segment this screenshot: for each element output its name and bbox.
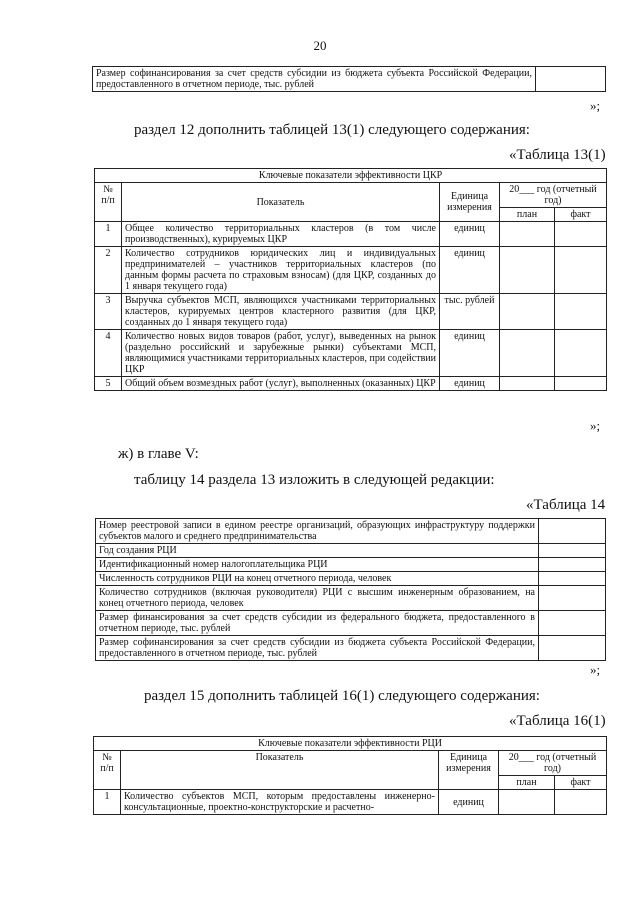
header-plan: план [500,208,555,222]
row-label: Размер софинансирования за счет средств субсидии из бюджета субъекта Российской Федерации, предоставленного в отчетном периоде, тыс. рублей [96,636,539,661]
header-indicator: Показатель [122,183,440,222]
row-value [539,636,606,661]
row-indicator: Количество сотрудников юридических лиц и индивидуальных предпринимателей – участников территориальных кластеров (по данным формы расчета по страховым взносам) (для ЦКР, созданных до 1 января текущего года) [122,247,440,294]
row-num: 1 [94,790,121,815]
header-year: 20___ год (отчетный год) [499,751,607,776]
closing-quote: »; [590,418,601,433]
row-unit: единиц [440,377,500,391]
row-label: Номер реестровой записи в едином реестре организаций, образующих инфраструктуру поддержки субъектов малого и среднего предпринимательства [96,519,539,544]
paragraph-zh: ж) в главе V: [118,446,199,462]
table-row [94,790,607,815]
table-row [96,544,606,558]
top-table-text: Размер софинансирования за счет средств субсидии из бюджета субъекта Российской Федерации, предоставленного в отчетном периоде, тыс. рублей [93,67,536,92]
header-plan: план [499,776,555,790]
header-indicator: Показатель [121,751,439,790]
row-label: Размер финансирования за счет средств субсидии из федерального бюджета, предоставленного в отчетном периоде, тыс. рублей [96,611,539,636]
top-table-value-cell [536,67,606,92]
row-num: 2 [95,247,122,294]
row-fact [555,222,607,247]
row-fact [555,330,607,377]
header-unit: Единица измерения [440,183,500,222]
row-value [539,544,606,558]
table-row [95,247,607,294]
table-row [95,330,607,377]
row-unit: единиц [440,247,500,294]
closing-quote: »; [590,662,601,677]
header-num: № п/п [94,751,121,790]
table-caption: Ключевые показатели эффективности РЦИ [94,737,607,751]
table-row [96,611,606,636]
table-row [95,377,607,391]
row-num: 3 [95,294,122,330]
table-row [96,519,606,544]
paragraph-section-15: раздел 15 дополнить таблицей 16(1) следующего содержания: [144,688,540,704]
row-label: Численность сотрудников РЦИ на конец отчетного периода, человек [96,572,539,586]
header-fact: факт [555,208,607,222]
header-num: № п/п [95,183,122,222]
row-value [539,558,606,572]
row-indicator: Количество новых видов товаров (работ, услуг), выведенных на рынок (раздельно российский и зарубежные рынки) субъектами МСП, являющимися участниками территориальных кластеров, при содействии ЦКР [122,330,440,377]
table-row [95,222,607,247]
header-year: 20___ год (отчетный год) [500,183,607,208]
row-label: Идентификационный номер налогоплательщика РЦИ [96,558,539,572]
row-unit: единиц [440,222,500,247]
row-value [539,572,606,586]
row-indicator: Общее количество территориальных кластеров (в том числе производственных), курируемых ЦКР [122,222,440,247]
header-unit: Единица измерения [439,751,499,790]
table-14 [95,518,606,661]
row-plan [500,247,555,294]
row-plan [500,294,555,330]
table-row [96,558,606,572]
row-unit: единиц [439,790,499,815]
row-plan [499,790,555,815]
row-value [539,586,606,611]
table-caption: Ключевые показатели эффективности ЦКР [95,169,607,183]
table-14-label: «Таблица 14 [526,497,606,513]
row-fact [555,377,607,391]
row-indicator: Общий объем возмездных работ (услуг), выполненных (оказанных) ЦКР [122,377,440,391]
table-13-1 [94,168,607,391]
row-label: Год создания РЦИ [96,544,539,558]
row-fact [555,294,607,330]
row-unit: единиц [440,330,500,377]
table-row [96,572,606,586]
header-fact: факт [555,776,607,790]
table-row [96,586,606,611]
row-label: Количество сотрудников (включая руководителя) РЦИ с высшим инженерным образованием, на конец отчетного периода, человек [96,586,539,611]
row-indicator: Количество субъектов МСП, которым предоставлены инженерно-консультационные, проектно-конструкторские и расчетно- [121,790,439,815]
row-plan [500,222,555,247]
page-number: 20 [313,38,327,53]
row-value [539,611,606,636]
table-16-1 [93,736,607,815]
row-num: 5 [95,377,122,391]
row-num: 4 [95,330,122,377]
row-fact [555,247,607,294]
paragraph-table-14: таблицу 14 раздела 13 изложить в следующей редакции: [134,472,495,488]
table-row [95,294,607,330]
row-value [539,519,606,544]
table-13-1-label: «Таблица 13(1) [509,147,606,163]
row-plan [500,330,555,377]
row-plan [500,377,555,391]
row-num: 1 [95,222,122,247]
row-unit: тыс. рублей [440,294,500,330]
top-table [92,66,606,92]
paragraph-section-12: раздел 12 дополнить таблицей 13(1) следующего содержания: [134,122,530,138]
closing-quote: »; [590,98,601,113]
table-row [96,636,606,661]
row-fact [555,790,607,815]
table-16-1-label: «Таблица 16(1) [509,713,606,729]
row-indicator: Выручка субъектов МСП, являющихся участниками территориальных кластеров, курируемых центров кластерного развития (для ЦКР, созданных до 1 января текущего года) [122,294,440,330]
